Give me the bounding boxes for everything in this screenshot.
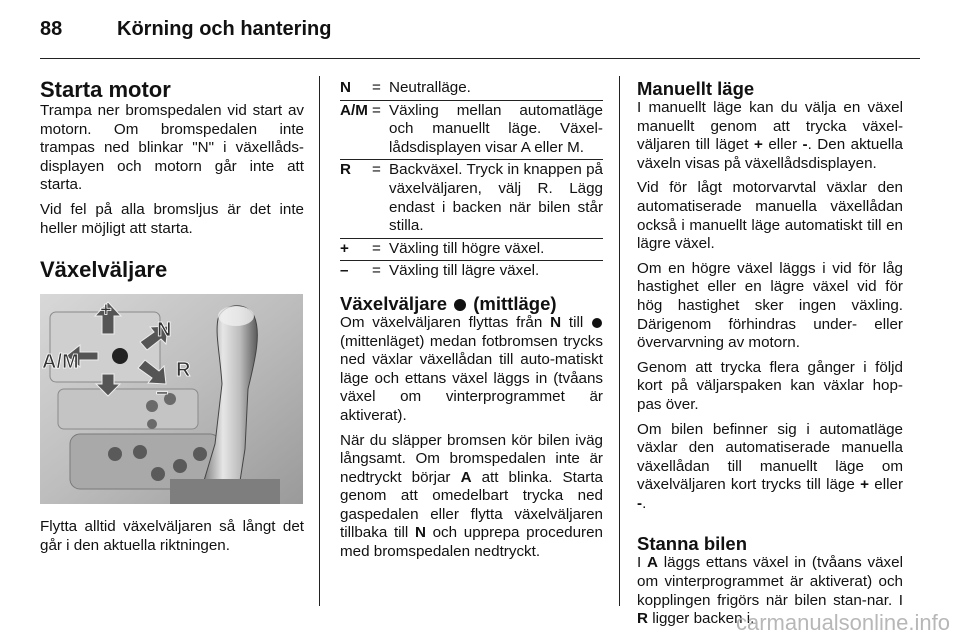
text-bold: R bbox=[637, 610, 648, 628]
paragraph-skip-gears: Genom att trycka flera gånger i följd kort på väljarspaken kan växlar hop-pas över. bbox=[637, 358, 903, 413]
definition-key: – bbox=[340, 262, 349, 280]
definition-value: Backväxel. Tryck in knappen på växelväljaren, välj R. Lägg endast i backen när bilen står stilla. bbox=[389, 161, 603, 235]
definition-equals: = bbox=[372, 262, 381, 280]
definition-key: R bbox=[340, 161, 351, 179]
text-run: till bbox=[568, 313, 584, 331]
subheading-stanna-bilen: Stanna bilen bbox=[637, 533, 747, 555]
list-item bbox=[340, 261, 603, 283]
text-bold: + bbox=[753, 136, 763, 154]
text-run: (mittenläget) medan fotbromsen trycks ned växlar växellådan till auto-matiskt läge och ettans växel läggs in (tvåans växel om vinterprogrammet är aktiverat). bbox=[340, 332, 603, 424]
photo-caption: Flytta alltid växelväljaren så långt det går i den aktuella riktningen. bbox=[40, 518, 304, 554]
text-bold: - bbox=[637, 494, 643, 512]
definition-equals: = bbox=[372, 161, 381, 179]
center-dot-icon bbox=[592, 318, 602, 328]
column-divider-left bbox=[319, 76, 320, 606]
list-item bbox=[340, 78, 603, 101]
text-bold: N bbox=[550, 313, 562, 331]
paragraph-move-to-center bbox=[340, 314, 603, 426]
gear-definition-list bbox=[340, 78, 603, 283]
column-3 bbox=[637, 78, 903, 635]
paragraph-no-shift: Om en högre växel läggs i vid för låg hastighet eller en lägre växel vid för hög hastighet sker ingen växling. Därigenom förhindras under- eller övervarvning av motorn. bbox=[637, 259, 903, 352]
subheading-mittlage bbox=[340, 293, 603, 314]
text-run: När du släpper bromsen kör bilen iväg långsamt. Om bromspedalen inte är nedtryckt börjar bbox=[340, 431, 603, 486]
text-run: eller bbox=[768, 136, 798, 154]
photo-label-n: N bbox=[157, 319, 172, 342]
definition-value: Neutralläge. bbox=[389, 79, 471, 96]
text-run: . bbox=[642, 494, 647, 512]
section-heading-vaxelvaljare: Växelväljare bbox=[40, 257, 168, 283]
photo-label-plus: + bbox=[100, 299, 112, 322]
text-run: I manuellt läge kan du välja en växel manuellt genom att trycka växel-väljaren till läget bbox=[637, 99, 903, 154]
definition-key: N bbox=[340, 79, 351, 96]
definition-value: Växling till lägre växel. bbox=[389, 262, 540, 280]
watermark: carmanualsonline.info bbox=[735, 610, 950, 635]
definition-value: Växling till högre växel. bbox=[389, 239, 545, 257]
paragraph-start-engine: Trampa ner bromspedalen vid start av motorn. Om bromspedalen inte trampas ned blinkar "N" i växellåds-displayen och motorn går inte att starta. bbox=[40, 102, 304, 194]
text-bold: + bbox=[860, 476, 869, 494]
list-item bbox=[340, 101, 603, 161]
text-run: att blinka. Starta genom att omedelbart trycka ned gaspedalen eller flytta växelväljaren tillbaka till bbox=[340, 468, 603, 542]
definition-key: + bbox=[340, 239, 349, 257]
list-item bbox=[340, 160, 603, 238]
subheading-text-a: Växelväljare bbox=[340, 292, 447, 314]
definition-equals: = bbox=[372, 79, 381, 96]
text-bold: A bbox=[647, 554, 658, 572]
text-run: Om bilen befinner sig i automatläge växlar den automatiserade manuella växellådan till manuellt läge om växelväljaren kort trycks till läge bbox=[637, 420, 903, 494]
paragraph-manual-mode bbox=[637, 99, 903, 173]
list-item bbox=[340, 239, 603, 262]
paragraph-brake-lights: Vid fel på alla bromsljus är det inte heller möjligt att starta. bbox=[40, 200, 304, 237]
page-number: 88 bbox=[40, 18, 63, 40]
photo-label-am: A/M bbox=[42, 351, 79, 374]
section-heading-starta-motor: Starta motor bbox=[40, 77, 171, 102]
column-1 bbox=[40, 78, 304, 561]
photo-label-minus: – bbox=[156, 379, 169, 405]
paragraph-release-brake bbox=[340, 432, 603, 562]
subheading-manuellt-lage: Manuellt läge bbox=[637, 78, 755, 99]
subheading-text-b: (mittläge) bbox=[473, 292, 557, 314]
page-title: Körning och hantering bbox=[117, 18, 332, 40]
text-run: I bbox=[637, 554, 642, 572]
paragraph-auto-to-manual bbox=[637, 421, 903, 514]
paragraph-low-rpm: Vid för lågt motorvarvtal växlar den automatiserade manuella växellådan också i manuellt läge automatiskt till en lägre växel. bbox=[637, 179, 903, 253]
text-run: eller bbox=[874, 476, 903, 494]
text-run: ligger backen i. bbox=[652, 610, 755, 628]
text-bold: A bbox=[460, 468, 472, 486]
header-divider bbox=[40, 58, 920, 59]
definition-value: Växling mellan automatläge och manuellt läge. Växel-lådsdisplayen visar A eller M. bbox=[389, 101, 603, 156]
column-divider-right bbox=[619, 76, 620, 606]
gear-selector-photo bbox=[40, 294, 303, 504]
definition-equals: = bbox=[372, 101, 381, 119]
column-2 bbox=[340, 78, 603, 568]
page-header bbox=[0, 0, 960, 60]
definition-equals: = bbox=[372, 239, 381, 257]
text-run: Om växelväljaren flyttas från bbox=[340, 313, 543, 331]
text-bold: N bbox=[414, 524, 426, 542]
definition-key: A/M bbox=[340, 101, 368, 119]
text-run: och upprepa proceduren med bromspedalen nedtryckt. bbox=[340, 524, 603, 561]
text-bold: - bbox=[802, 136, 808, 154]
text-run: läggs ettans växel in (tvåans växel om vinterprogrammet är aktiverat) och kopplingen frigörs när bilen stan-nar. I bbox=[637, 554, 903, 609]
text-run: . Den aktuella växeln visas på växellådsdisplayen. bbox=[637, 136, 903, 172]
center-dot-icon bbox=[454, 299, 466, 311]
photo-label-r: R bbox=[176, 359, 191, 382]
